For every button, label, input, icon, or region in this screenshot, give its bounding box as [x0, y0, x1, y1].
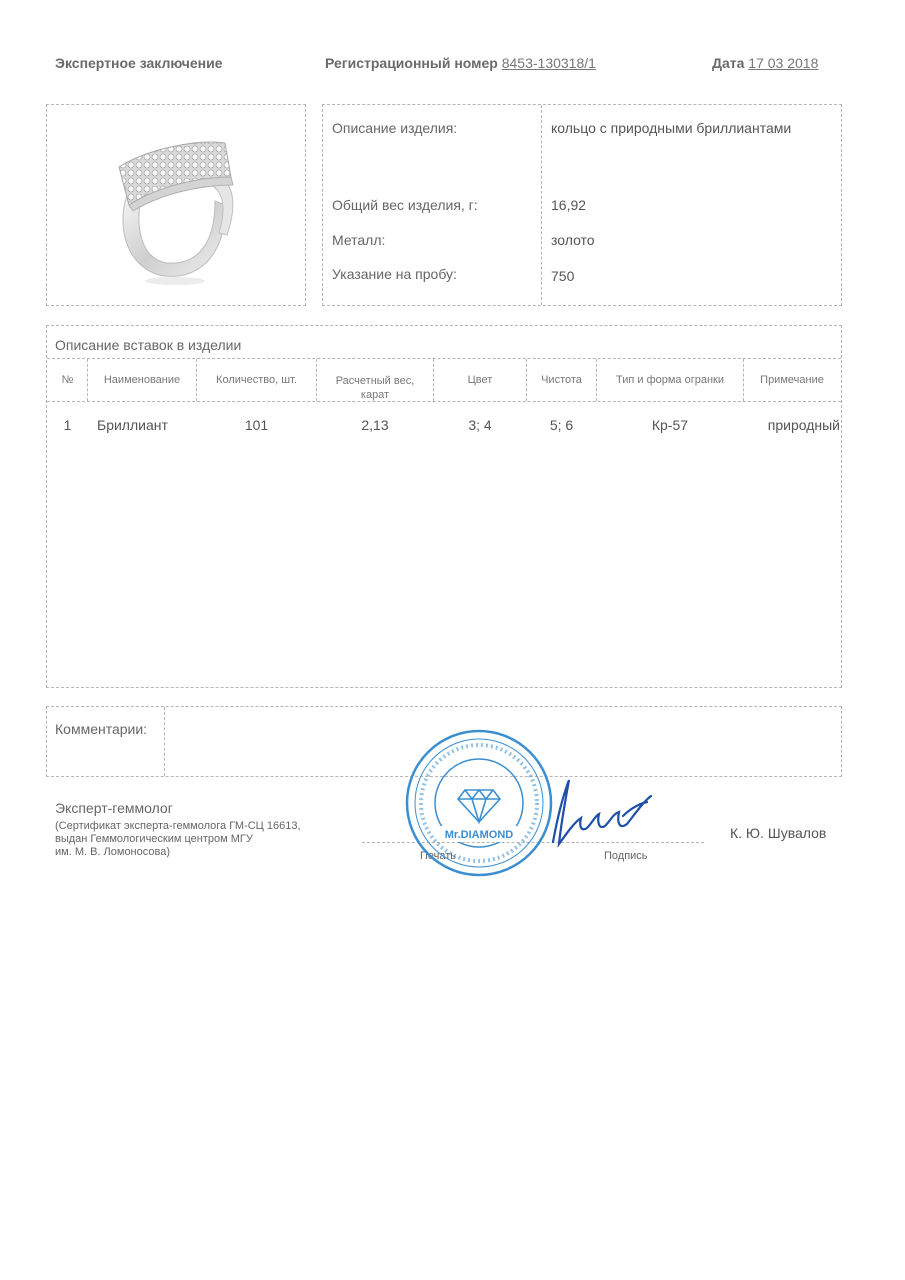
diamond-icon	[458, 790, 500, 822]
expert-title: Эксперт-геммолог	[55, 800, 173, 816]
company-stamp	[404, 728, 554, 878]
assay-label: Указание на пробу:	[332, 266, 457, 282]
registration-label: Регистрационный номер	[325, 55, 498, 71]
col-quantity: Количество, шт.	[216, 374, 297, 386]
row-color: 3; 4	[468, 417, 492, 433]
document-title: Экспертное заключение	[55, 55, 223, 71]
item-description-label: Описание изделия:	[332, 120, 458, 136]
photo-box	[46, 104, 306, 306]
row-name: Бриллиант	[97, 417, 168, 433]
item-weight-label: Общий вес изделия, г:	[332, 197, 478, 213]
comments-label: Комментарии:	[55, 721, 148, 737]
ring-photo	[47, 105, 305, 305]
cert-line-3: им. М. В. Ломоносова)	[55, 846, 170, 858]
row-weight: 2,13	[361, 417, 389, 433]
signature-caption: Подпись	[604, 850, 648, 862]
expert-name: К. Ю. Шувалов	[730, 825, 827, 841]
col-note: Примечание	[760, 374, 824, 386]
metal-label: Металл:	[332, 232, 386, 248]
item-description-value: кольцо с природными бриллиантами	[551, 120, 792, 136]
row-quantity: 101	[244, 417, 269, 433]
col-number: №	[61, 374, 74, 386]
stamp-caption: Печать	[420, 850, 457, 862]
assay-value: 750	[551, 268, 575, 284]
document-date	[712, 55, 818, 71]
row-clarity: 5; 6	[549, 417, 574, 433]
expert-certificate	[55, 820, 301, 859]
signature	[535, 772, 665, 852]
col-cut: Тип и форма огранки	[615, 374, 724, 386]
item-weight-value: 16,92	[551, 197, 587, 213]
row-cut: Кр-57	[651, 417, 689, 433]
col-name: Наименование	[103, 374, 181, 386]
stamp-brand: Mr.DIAMOND	[444, 829, 514, 841]
cert-line-1: (Сертификат эксперта-геммолога ГМ-СЦ 16613,	[55, 820, 301, 832]
metal-value: золото	[551, 232, 595, 248]
col-clarity: Чистота	[541, 374, 582, 386]
row-note: природный	[767, 417, 840, 433]
inserts-title: Описание вставок в изделии	[55, 337, 242, 353]
date-label: Дата	[712, 55, 745, 71]
row-number: 1	[63, 417, 72, 433]
date-value: 17 03 2018	[748, 55, 819, 71]
col-color: Цвет	[467, 374, 493, 386]
cert-line-2: выдан Геммологическим центром МГУ	[55, 833, 253, 845]
col-weight: Расчетный вес, карат	[335, 375, 415, 401]
registration-value: 8453-130318/1	[501, 55, 596, 71]
registration-number	[325, 55, 596, 71]
